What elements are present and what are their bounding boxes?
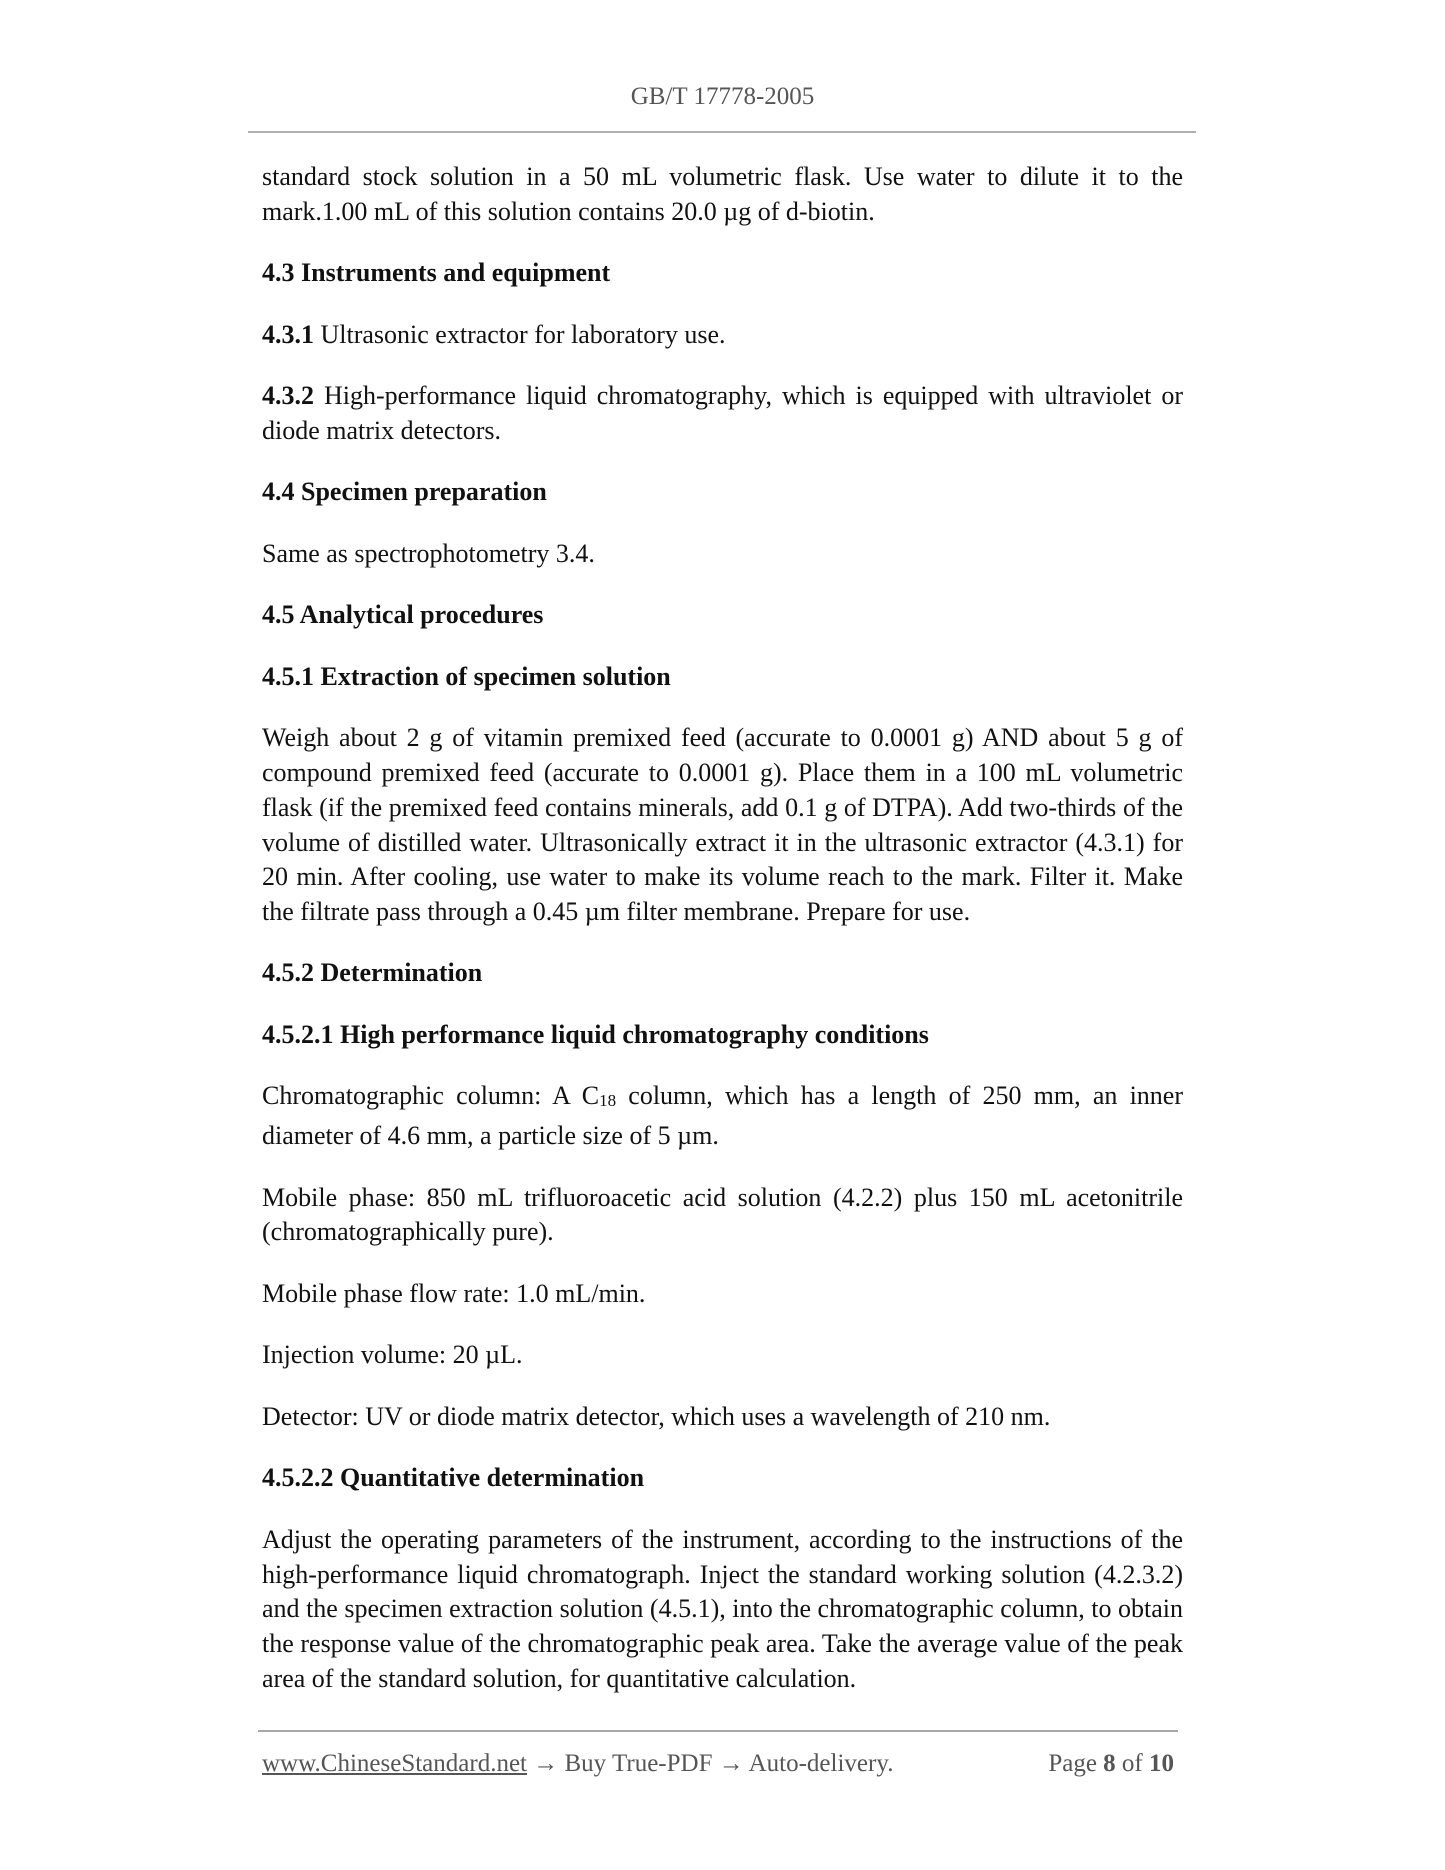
heading-4-5-2-2: 4.5.2.2 Quantitative determination (262, 1463, 645, 1493)
page-header (0, 82, 1445, 112)
column-subscript: 18 (599, 1091, 617, 1111)
paragraph-column (262, 1079, 1183, 1153)
clause-number: 4.3.1 (262, 319, 314, 349)
arrow-right-icon: → (718, 1750, 744, 1777)
page-number (1048, 1748, 1174, 1780)
document-body (262, 160, 1183, 1696)
buy-text: Buy True-PDF (558, 1750, 719, 1777)
clause-text: Ultrasonic extractor for laboratory use. (314, 319, 726, 349)
heading-4-3: 4.3 Instruments and equipment (262, 258, 611, 288)
heading-4-5-2-1: 4.5.2.1 High performance liquid chromatography conditions (262, 1019, 929, 1049)
column-text-before: Chromatographic column: A C (262, 1081, 600, 1111)
paragraph-4-5-2-2: Adjust the operating parameters of the instrument, according to the instructions of the high-performance liquid chromatograph. Inject the standard working solution (4.2.3.2) and the specimen extraction solution (4.5.1), into the chromatographic column, to obtain the response value of the chromatographic peak area. Take the average value of the peak area of the standard solution, for quantitative calculation. (262, 1524, 1183, 1693)
delivery-text: Auto-delivery. (743, 1750, 894, 1777)
heading-4-5-2: 4.5.2 Determination (262, 958, 483, 988)
paragraph-continued: standard stock solution in a 50 mL volumetric flask. Use water to dilute it to the mark.1.00 mL of this solution contains 20.0 µg of d-biotin. (262, 162, 1183, 226)
clause-text: High-performance liquid chromatography, which is equipped with ultraviolet or diode matrix detectors. (262, 381, 1183, 445)
heading-4-4: 4.4 Specimen preparation (262, 477, 547, 507)
paragraph-injection: Injection volume: 20 µL. (262, 1340, 523, 1370)
footer-divider (258, 1730, 1178, 1732)
clause-number: 4.3.2 (262, 381, 314, 411)
page-of: of (1115, 1750, 1149, 1777)
paragraph-4-4: Same as spectrophotometry 3.4. (262, 538, 595, 568)
paragraph-flow-rate: Mobile phase flow rate: 1.0 mL/min. (262, 1278, 646, 1308)
header-divider (248, 131, 1196, 133)
column-text-after: column, which has a length of 250 mm, an inner diameter of 4.6 mm, a particle size of 5 µm. (262, 1081, 1183, 1151)
heading-4-5: 4.5 Analytical procedures (262, 600, 544, 630)
footer-promo (262, 1748, 893, 1780)
document-id: GB/T 17778-2005 (630, 83, 815, 110)
clause-4-3-1 (262, 318, 1183, 353)
paragraph-mobile-phase: Mobile phase: 850 mL trifluoroacetic acid solution (4.2.2) plus 150 mL acetonitrile (chromatographically pure). (262, 1182, 1183, 1247)
chinesestandard-link[interactable]: www.ChineseStandard.net (262, 1750, 527, 1777)
page-label: Page (1048, 1750, 1104, 1777)
arrow-right-icon: → (533, 1750, 559, 1777)
page-total: 10 (1149, 1750, 1174, 1777)
paragraph-4-5-1: Weigh about 2 g of vitamin premixed feed (accurate to 0.0001 g) AND about 5 g of compound premixed feed (accurate to 0.0001 g). Place them in a 100 mL volumetric flask (if the premixed feed contains minerals, add 0.1 g of DTPA). Add two-thirds of the volume of distilled water. Ultrasonically extract it in the ultrasonic extractor (4.3.1) for 20 min. After cooling, use water to make its volume reach to the mark. Filter it. Make the filtrate pass through a 0.45 µm filter membrane. Prepare for use. (262, 723, 1183, 926)
paragraph-detector: Detector: UV or diode matrix detector, which uses a wavelength of 210 nm. (262, 1401, 1051, 1431)
heading-4-5-1: 4.5.1 Extraction of specimen solution (262, 661, 671, 691)
clause-4-3-2 (262, 379, 1183, 448)
page-current: 8 (1103, 1750, 1116, 1777)
